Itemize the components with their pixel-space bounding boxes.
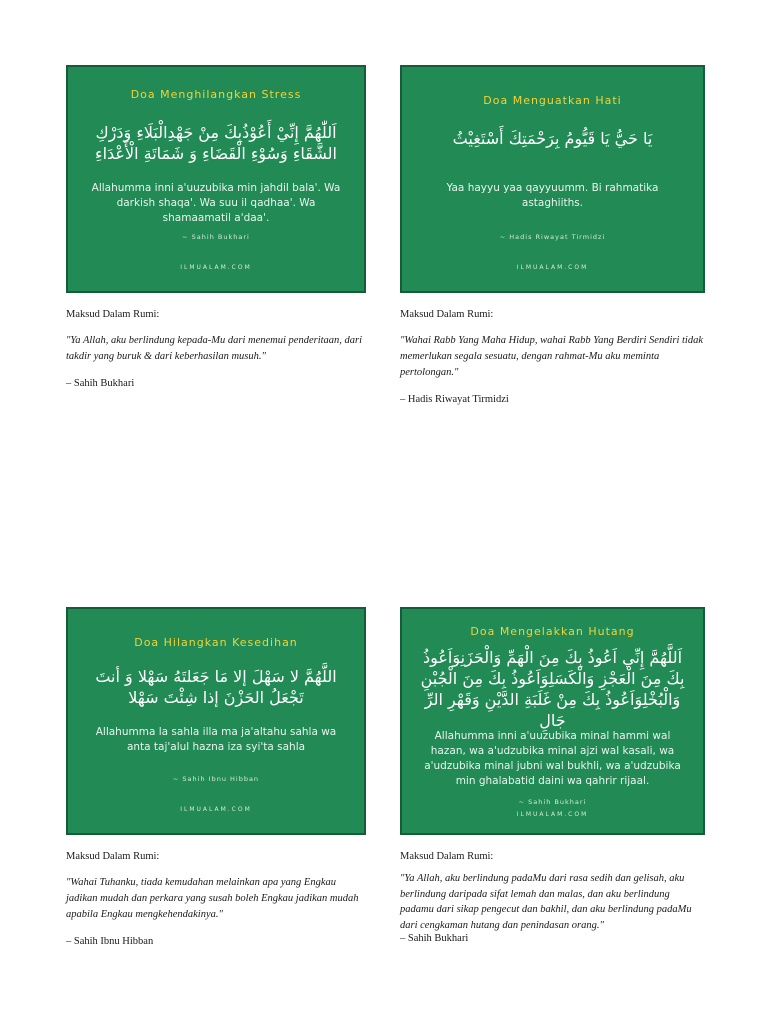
meaning-text: "Wahai Rabb Yang Maha Hidup, wahai Rabb Yang Berdiri Sendiri tidak memerlukan segala sesuatu, dengan rahmat-Mu aku meminta pertolongan." <box>400 335 703 378</box>
card-source: ~ Sahih Ibnu Hibban <box>172 775 260 783</box>
card-site-label: ILMUALAM.COM <box>516 811 589 818</box>
card-rumi-text: Allahumma inni a'uuzubika minal hammi wal hazan, wa a'udzubika minal ajzi wal kasali, wa a'udzubika minal jubni wal bukhli, wa a'udzubika min ghalabatid daini wa qahrir rijaal. <box>424 730 681 787</box>
source-text: – Sahih Bukhari <box>400 933 469 944</box>
source-text: – Hadis Riwayat Tirmidzi <box>400 394 509 405</box>
meaning-text: "Wahai Tuhanku, tiada kemudahan melainkan apa yang Engkau jadikan mudah dan perkara yang susah boleh Engkau jadikan mudah apabila Engkau mengkehendakinya." <box>66 877 359 920</box>
card-source: ~ Hadis Riwayat Tirmidzi <box>499 233 606 241</box>
card-arabic-text: يَا حَيُّ يَا قَيُّومُ بِرَحْمَتِكَ أَسْتَغِيْثُ <box>452 129 653 148</box>
card-title: Doa Menguatkan Hati <box>483 94 622 107</box>
doa-section <box>66 607 366 947</box>
doa-section <box>66 65 366 389</box>
maksud-label: Maksud Dalam Rumi: <box>66 309 160 320</box>
doa-card <box>400 607 705 835</box>
meaning-text: "Ya Allah, aku berlindung kepada-Mu dari menemui penderitaan, dari takdir yang buruk & dari keberhasilan musuh." <box>66 335 363 362</box>
card-title: Doa Menghilangkan Stress <box>130 88 302 101</box>
maksud-label: Maksud Dalam Rumi: <box>400 309 494 320</box>
card-site-label: ILMUALAM.COM <box>180 264 252 271</box>
doa-section <box>400 65 705 405</box>
doa-section <box>400 607 705 944</box>
card-arabic-text: اَللَّهُمَّ إِنِّي اَعُوذُ بِكَ مِنَ الْهَمِّ وَالْحَزَنِوَاَعُوذُ بِكَ مِنَ الْعَجْزِ وَالْكَسَلِوَاَعُوذُ بِكَ مِنَ الْجُبْنِ وَالْبُخْلِوَاَعُوذُ بِكَ مِنْ غَلَبَةِ الدَّيْنِ وَقَهْرِ الرِّ جَالِ <box>420 648 685 730</box>
card-rumi-text: Allahumma la sahla illa ma ja'altahu sahla wa anta taj'alul hazna iza syi'ta sahla <box>95 726 337 753</box>
doa-card <box>66 65 366 293</box>
maksud-label: Maksud Dalam Rumi: <box>66 851 160 862</box>
card-arabic-text: اللَّهُمَّ لا سَهْلَ إلا مَا جَعَلتَهُ سَهْلا وَ أنتَ تَجْعَلُ الحَزْنَ إذا شِئْتَ سَهْلا <box>95 667 337 707</box>
source-text: – Sahih Ibnu Hibban <box>66 936 154 947</box>
doa-card <box>400 65 705 293</box>
card-site-label: ILMUALAM.COM <box>516 264 589 271</box>
maksud-label: Maksud Dalam Rumi: <box>400 851 494 862</box>
card-source: ~ Sahih Bukhari <box>518 798 587 806</box>
card-site-label: ILMUALAM.COM <box>180 806 252 813</box>
doa-card <box>66 607 366 835</box>
card-title: Doa Hilangkan Kesedihan <box>134 636 298 649</box>
card-title: Doa Mengelakkan Hutang <box>470 625 635 638</box>
card-rumi-text: Allahumma inni a'uuzubika min jahdil bala'. Wa darkish shaqa'. Wa suu il qadhaa'. Wa shamaamatil a'daa'. <box>91 182 341 224</box>
card-arabic-text: اَللّٰهُمَّ إِنِّيْ أَعُوْذُبِكَ مِنْ جَهْدِالْبَلَاءِ وَدَرْكِ الشَّقَاءِ وَسُوْءِ الْقَضَاءِ وَ شَمَاتَةِ الْأَعْدَاءِ <box>95 123 337 163</box>
card-rumi-text: Yaa hayyu yaa qayyuumm. Bi rahmatika astaghiiths. <box>446 182 659 209</box>
card-source: ~ Sahih Bukhari <box>182 233 250 241</box>
meaning-text: "Ya Allah, aku berlindung padaMu dari rasa sedih dan gelisah, aku berlindung daripada sifat lemah dan malas, dan aku berlindung padamu dari sikap pengecut dan bakhil, dan aku berlindung padaMu dari cengkaman hutang dan penindasan orang." <box>400 873 692 931</box>
source-text: – Sahih Bukhari <box>66 378 135 389</box>
